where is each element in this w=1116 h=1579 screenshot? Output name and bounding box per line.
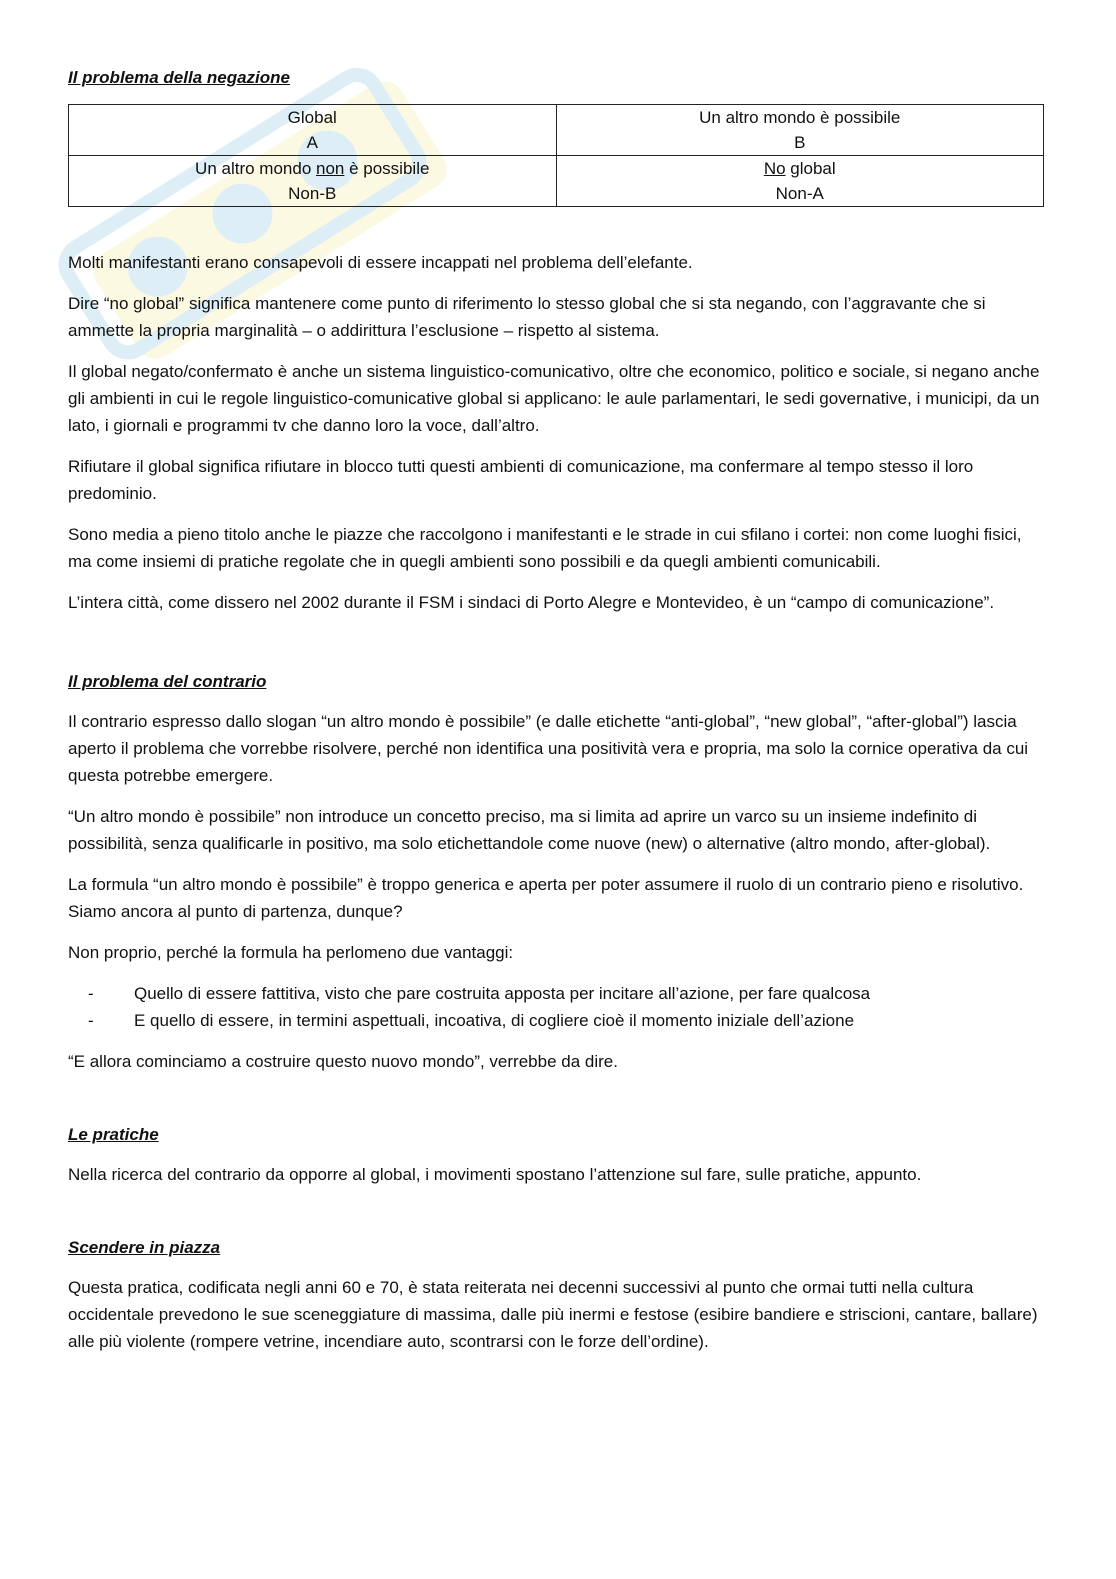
list-item: - E quello di essere, in termini aspettuali, incoativa, di cogliere cioè il momento iniziale dell’azione [68, 1007, 1044, 1034]
paragraph: Nella ricerca del contrario da opporre al global, i movimenti spostano l’attenzione sul fare, sulle pratiche, appunto. [68, 1165, 922, 1184]
table-row [69, 156, 1044, 207]
heading-pratiche: Le pratiche [68, 1125, 159, 1144]
advantages-list [68, 980, 1044, 1034]
negation-table [68, 104, 1044, 207]
paragraph: “Un altro mondo è possibile” non introduce un concetto preciso, ma si limita ad aprire un varco su un insieme indefinito di possibilità, senza qualificarle in positivo, ma solo etichettandole come nuove (new) o alternative (altro mondo, after-global). [68, 807, 991, 853]
cell-letter: A [306, 133, 318, 152]
paragraph: Il global negato/confermato è anche un sistema linguistico-comunicativo, oltre che economico, politico e sociale, si negano anche gli ambienti in cui le regole linguistico-comunicative global si applicano: le aule parlamentari, le sedi governative, i municipi, da un lato, i giornali e programmi tv che danno loro la voce, dall’altro. [68, 362, 1040, 435]
paragraph: La formula “un altro mondo è possibile” è troppo generica e aperta per poter assumere il ruolo di un contrario pieno e risolutivo. Siamo ancora al punto di partenza, dunque? [68, 875, 1024, 921]
cell-label: Global [287, 108, 337, 127]
heading-negazione: Il problema della negazione [68, 68, 290, 87]
paragraph: Il contrario espresso dallo slogan “un altro mondo è possibile” (e dalle etichette “anti-global”, “new global”, “after-global”) lascia aperto il problema che vorrebbe risolvere, perché non identifica una positività vera e propria, ma solo la cornice operativa da cui questa potrebbe emergere. [68, 712, 1029, 785]
dash-bullet: - [88, 1011, 94, 1030]
paragraph: “E allora cominciamo a costruire questo nuovo mondo”, verrebbe da dire. [68, 1052, 618, 1071]
section-gap [68, 630, 1044, 670]
cell-label: Un altro mondo è possibile [699, 108, 901, 127]
paragraph: Sono media a pieno titolo anche le piazze che raccolgono i manifestanti e le strade in cui sfilano i cortei: non come luoghi fisici, ma come insiemi di pratiche regolate che in quegli ambienti sono possibili e da quegli ambienti comunicabili. [68, 525, 1022, 571]
paragraph: L’intera città, come dissero nel 2002 durante il FSM i sindaci di Porto Alegre e Montevideo, è un “campo di comunicazione”. [68, 593, 995, 612]
document-page [68, 66, 1044, 1369]
heading-contrario: Il problema del contrario [68, 672, 267, 691]
paragraph: Non proprio, perché la formula ha perlomeno due vantaggi: [68, 943, 514, 962]
table-cell-non-possibile [69, 156, 557, 207]
dash-bullet: - [88, 984, 94, 1003]
table-cell-altro-mondo [556, 105, 1044, 156]
section-gap [68, 1089, 1044, 1123]
paragraph: Rifiutare il global significa rifiutare in blocco tutti questi ambienti di comunicazione, ma confermare al tempo stesso il loro predominio. [68, 457, 974, 503]
paragraph: Dire “no global” significa mantenere come punto di riferimento lo stesso global che si sta negando, con l’aggravante che si ammette la propria marginalità – o addirittura l’esclusione – rispetto al sistema. [68, 294, 986, 340]
cell-label: No global [763, 159, 836, 178]
section-gap [68, 1202, 1044, 1236]
paragraph: Questa pratica, codificata negli anni 60 e 70, è stata reiterata nei decenni successivi al punto che ormai tutti nella cultura occidentale prevedono le sue sceneggiature di massima, dalle più inermi e festose (esibire bandiere e striscioni, cantare, ballare) alle più violente (rompere vetrine, incendiare auto, scontrarsi con le forze dell’ordine). [68, 1278, 1038, 1351]
table-row [69, 105, 1044, 156]
table-cell-global [69, 105, 557, 156]
cell-letter: Non-B [288, 184, 337, 203]
cell-label: Un altro mondo non è possibile [195, 159, 430, 178]
list-item: - Quello di essere fattitiva, visto che pare costruita apposta per incitare all’azione, per fare qualcosa [68, 980, 1044, 1007]
paragraph: Molti manifestanti erano consapevoli di essere incappati nel problema dell’elefante. [68, 253, 693, 272]
heading-piazza: Scendere in piazza [68, 1238, 221, 1257]
table-cell-no-global [556, 156, 1044, 207]
cell-letter: Non-A [775, 184, 824, 203]
cell-letter: B [794, 133, 806, 152]
